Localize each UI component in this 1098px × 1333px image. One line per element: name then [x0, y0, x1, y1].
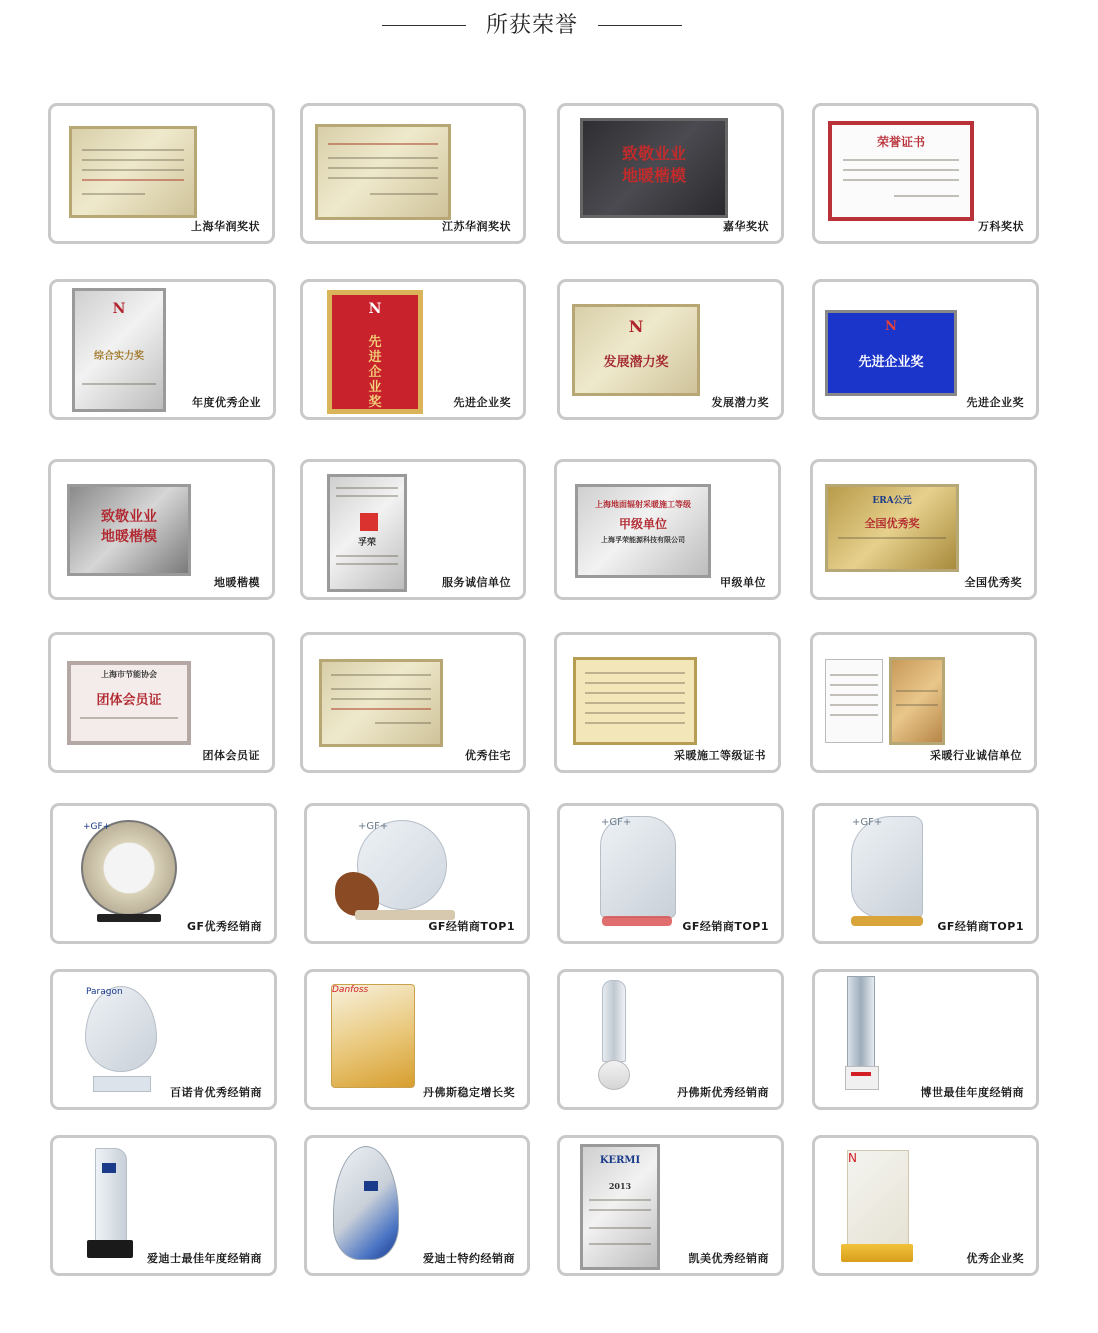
crystal-trophy-image — [847, 976, 875, 1068]
plaque-image: N 先进企业奖 — [327, 290, 423, 414]
trophy-brand: +GF+ — [358, 821, 389, 832]
award-card[interactable] — [49, 279, 276, 420]
plaque-image — [889, 657, 945, 745]
header-right-rule — [598, 25, 682, 26]
header-left-rule — [382, 25, 466, 26]
plaque-text: ERA公元 — [872, 496, 912, 506]
trophy-brand: +GF+ — [852, 817, 883, 828]
plaque-text: 致敬业业 地暖楷模 — [101, 509, 157, 545]
award-card[interactable] — [810, 632, 1037, 773]
plaque-image: N 先进企业奖 — [825, 310, 957, 396]
plaque-text: 孚荣 — [357, 538, 376, 548]
award-card[interactable] — [304, 969, 530, 1110]
award-label: 丹佛斯稳定增长奖 — [423, 1086, 515, 1099]
plaque-text: 致敬业业 地暖楷模 — [621, 144, 686, 185]
plaque-image — [67, 484, 191, 576]
plaque-text: 全国优秀奖 — [864, 517, 920, 530]
award-label: 甲级单位 — [720, 576, 766, 589]
plaque-image — [580, 118, 728, 218]
award-label: 采暖施工等级证书 — [674, 749, 766, 762]
award-card[interactable] — [810, 459, 1037, 600]
award-card[interactable] — [557, 969, 784, 1110]
certificate-title: 团体会员证 — [96, 693, 162, 708]
crystal-trophy-image — [333, 1146, 399, 1260]
trophy-brand: Danfoss — [332, 985, 369, 995]
award-card[interactable] — [304, 1135, 530, 1276]
trophy-brand: +GF+ — [83, 822, 111, 832]
award-label: 嘉华奖状 — [723, 220, 769, 233]
trophy-brand: +GF+ — [601, 817, 632, 828]
award-card[interactable] — [300, 103, 526, 244]
award-card[interactable] — [48, 632, 275, 773]
award-label: 团体会员证 — [202, 749, 260, 762]
award-card[interactable] — [557, 279, 784, 420]
award-card[interactable] — [812, 279, 1039, 420]
award-label: 百诺肯优秀经销商 — [170, 1086, 262, 1099]
crystal-trophy-image — [85, 986, 157, 1072]
award-label: 全国优秀奖 — [964, 576, 1022, 589]
award-label: 优秀企业奖 — [966, 1252, 1024, 1265]
certificate-title: 荣誉证书 — [876, 135, 925, 149]
plaque-image — [327, 474, 407, 592]
award-label: 发展潜力奖 — [711, 396, 769, 409]
crystal-trophy-image: N — [847, 1150, 909, 1248]
award-card[interactable] — [557, 803, 784, 944]
certificate-image — [315, 124, 451, 220]
certificate-image — [67, 661, 191, 745]
award-label: 地暖楷模 — [214, 576, 260, 589]
section-header — [0, 0, 1098, 50]
plaque-text: 甲级单位 — [618, 517, 667, 531]
certificate-title: 上海市节能协会 — [101, 669, 157, 679]
award-card[interactable] — [812, 803, 1039, 944]
plaque-text: 上海地面辐射采暖施工等级 — [595, 499, 691, 509]
plaque-text: 综合实力奖 — [94, 351, 144, 362]
award-card[interactable] — [300, 279, 526, 420]
award-card[interactable] — [812, 969, 1039, 1110]
award-card[interactable] — [50, 803, 277, 944]
award-label: 采暖行业诚信单位 — [930, 749, 1022, 762]
plaque-text: 先进企业奖 — [368, 335, 382, 410]
crystal-trophy-image — [95, 1148, 127, 1242]
certificate-image — [69, 126, 197, 218]
plaque-image: N 综合实力奖 — [72, 288, 166, 412]
award-label: 上海华润奖状 — [191, 220, 260, 233]
award-label: 先进企业奖 — [453, 396, 511, 409]
award-label: 丹佛斯优秀经销商 — [677, 1086, 769, 1099]
award-card[interactable] — [304, 803, 530, 944]
certificate-image — [573, 657, 697, 745]
award-label: GF经销商TOP1 — [682, 920, 769, 933]
plaque-year: 2013 — [608, 1181, 632, 1191]
crystal-trophy-image — [602, 980, 626, 1062]
crystal-trophy-image — [331, 984, 415, 1088]
plaque-text: 上海孚荣能源科技有限公司 — [601, 535, 685, 544]
plaque-image — [580, 1144, 660, 1270]
award-card[interactable] — [300, 459, 526, 600]
section-title: 所获荣誉 — [485, 13, 578, 38]
plaque-text: 发展潜力奖 — [603, 355, 669, 370]
certificate-image — [825, 659, 883, 743]
award-label: 凯美优秀经销商 — [688, 1252, 769, 1265]
plaque-image — [825, 484, 959, 572]
award-card[interactable] — [554, 459, 781, 600]
award-card[interactable] — [812, 103, 1039, 244]
crystal-trophy-image — [600, 816, 676, 918]
certificate-image — [319, 659, 443, 747]
award-label: 江苏华润奖状 — [442, 220, 511, 233]
award-card[interactable] — [50, 1135, 277, 1276]
trophy-brand: Paragon — [86, 987, 123, 997]
plaque-brand: KERMI — [599, 1155, 641, 1166]
award-card[interactable] — [300, 632, 526, 773]
award-label: 爱迪士特约经销商 — [423, 1252, 515, 1265]
award-label: GF经销商TOP1 — [428, 920, 515, 933]
award-label: GF经销商TOP1 — [937, 920, 1024, 933]
award-label: GF优秀经销商 — [186, 920, 262, 933]
award-card[interactable] — [48, 459, 275, 600]
plaque-image — [575, 484, 711, 578]
award-label: 年度优秀企业 — [192, 396, 261, 409]
crystal-trophy-image — [851, 816, 923, 918]
award-label: 服务诚信单位 — [442, 576, 511, 589]
commemorative-plate-image — [81, 820, 177, 916]
certificate-image — [828, 121, 974, 221]
award-label: 博世最佳年度经销商 — [920, 1086, 1024, 1099]
award-card[interactable] — [554, 632, 781, 773]
award-card[interactable] — [48, 103, 275, 244]
award-card[interactable] — [812, 1135, 1039, 1276]
plaque-image: N 发展潜力奖 — [572, 304, 700, 396]
award-card[interactable] — [557, 1135, 784, 1276]
award-card[interactable] — [50, 969, 277, 1110]
award-label: 先进企业奖 — [966, 396, 1024, 409]
award-label: 优秀住宅 — [465, 749, 511, 762]
plaque-text: 先进企业奖 — [858, 355, 924, 370]
award-label: 爱迪士最佳年度经销商 — [147, 1252, 262, 1265]
award-card[interactable] — [557, 103, 784, 244]
award-label: 万科奖状 — [978, 220, 1024, 233]
